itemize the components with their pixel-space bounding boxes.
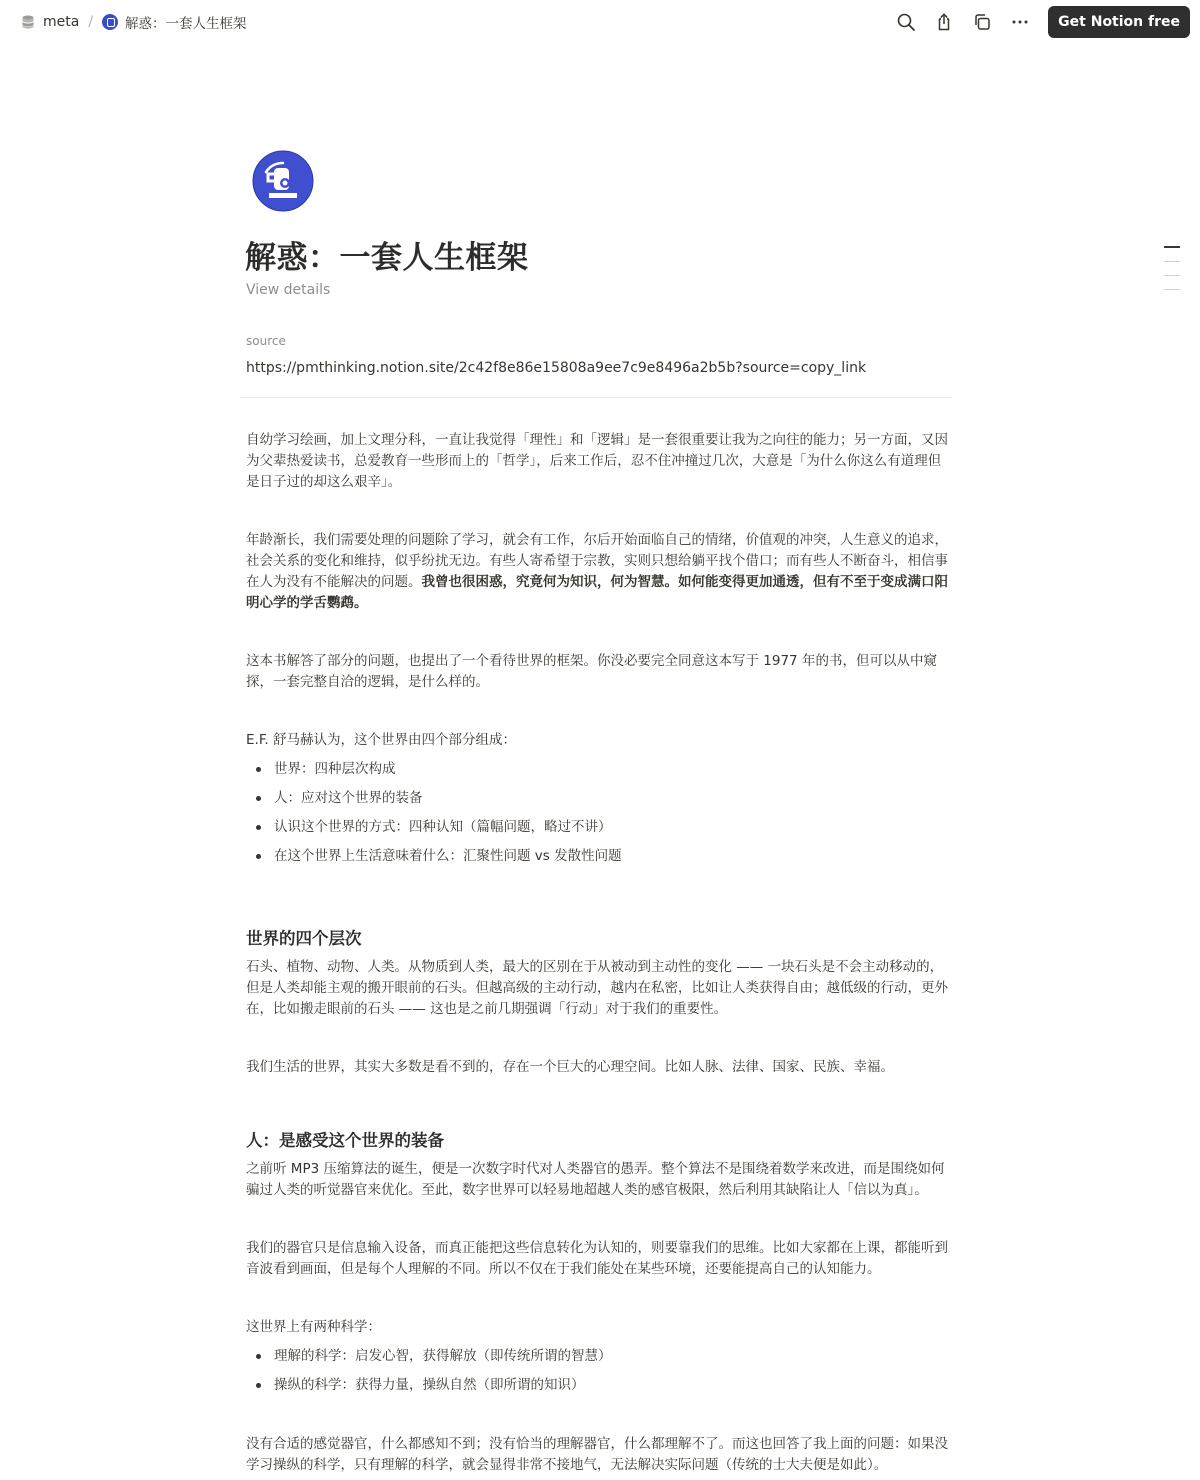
page-icon[interactable] — [252, 150, 314, 212]
list-item: 世界：四种层次构成 — [246, 759, 952, 788]
paragraph: 没有合适的感觉器官，什么都感知不到；没有恰当的理解器官，什么都理解不了。而这也回答了我上面的问题：如果没学习操纵的科学，只有理解的科学，就会显得非常不接地气，无法解决实际问题（传统的士大夫便是如此）。 — [246, 1436, 948, 1473]
top-actions — [887, 6, 1190, 38]
paragraph: 自幼学习绘画，加上文理分科，一直让我觉得「理性」和「逻辑」是一套很重要让我为之向往的能力；另一方面，又因为父辈热爱读书，总爱教育一些形而上的「哲学」，后来工作后，忍不住冲撞过几次，大意是「为什么你这么有道理但是日子过的却这么艰辛」。 — [246, 432, 948, 490]
list-item: 认识这个世界的方式：四种认知（篇幅问题，略过不讲） — [246, 817, 952, 846]
page-title: 解惑：一套人生框架 — [245, 240, 529, 276]
database-icon — [20, 14, 36, 30]
page-content — [246, 430, 952, 1480]
outline-mark[interactable] — [1164, 275, 1180, 276]
list-item: 人：应对这个世界的装备 — [246, 788, 952, 817]
list-item: 理解的科学：启发心智，获得解放（即传统所谓的智慧） — [246, 1346, 952, 1375]
more-icon[interactable] — [1001, 6, 1039, 38]
top-bar — [0, 0, 1200, 44]
paragraph: 这本书解答了部分的问题，也提出了一个看待世界的框架。你没必要完全同意这本写于 1977 年的书，但可以从中窥探，一套完整自洽的逻辑，是什么样的。 — [246, 653, 937, 690]
property-value-source[interactable]: https://pmthinking.notion.site/2c42f8e86e15808a9ee7c9e8496a2b5b?source=copy_link — [246, 360, 867, 376]
list-item: 在这个世界上生活意味着什么：汇聚性问题 vs 发散性问题 — [246, 846, 952, 875]
paragraph: 石头、植物、动物、人类。从物质到人类，最大的区别在于从被动到主动性的变化 —— 一块石头是不会主动移动的，但是人类却能主观的搬开眼前的石头。但越高级的主动行动，越内在私密，比如让人类获得自由；越低级的行动，更外在，比如搬走眼前的石头 —— 这也是之前几期强调「行动」对于我们的重要性。 — [246, 959, 948, 1017]
property-label-source: source — [246, 334, 286, 348]
search-icon[interactable] — [887, 6, 925, 38]
breadcrumb-workspace-label: meta — [43, 14, 80, 30]
section-heading: 世界的四个层次 — [246, 929, 362, 948]
bulleted-list — [246, 759, 952, 875]
breadcrumb-separator: / — [88, 14, 94, 30]
view-details-link[interactable]: View details — [246, 282, 331, 298]
section-heading: 人：是感受这个世界的装备 — [246, 1131, 444, 1150]
outline-mark[interactable] — [1164, 246, 1180, 248]
duplicate-icon[interactable] — [963, 6, 1001, 38]
list-item: 操纵的科学：获得力量，操纵自然（即所谓的知识） — [246, 1375, 952, 1404]
share-icon[interactable] — [925, 6, 963, 38]
bulleted-list — [246, 1346, 952, 1404]
paragraph — [246, 530, 952, 614]
paragraph: 之前听 MP3 压缩算法的诞生，便是一次数字时代对人类器官的愚弄。整个算法不是围绕着数学来改进，而是围绕如何骗过人类的听觉器官来优化。至此，数字世界可以轻易地超越人类的感官极限，然后利用其缺陷让人「信以为真」。 — [246, 1161, 945, 1198]
paragraph: 我们的器官只是信息输入设备，而真正能把这些信息转化为认知的，则要靠我们的思维。比如大家都在上课，都能听到音波看到画面，但是每个人理解的不同。所以不仅在于我们能处在某些环境，还要能提高自己的认知能力。 — [246, 1240, 948, 1277]
table-of-contents-outline[interactable] — [1164, 246, 1180, 303]
breadcrumb-page[interactable] — [102, 12, 247, 32]
outline-mark[interactable] — [1164, 261, 1180, 262]
breadcrumb-workspace[interactable] — [20, 14, 79, 30]
paragraph-text: 年龄渐长，我们需要处理的问题除了学习，就会有工作，尔后开始面临自己的情绪，价值观的冲突，人生意义的追求，社会关系的变化和维持，似乎纷扰无边。有些人寄希望于宗教，实则只想给躺平找个借口；而有些人不断奋斗，相信事在人为没有不能解决的问题。 — [246, 532, 948, 590]
list-intro: 这世界上有两种科学： — [246, 1319, 381, 1335]
paragraph-bold-text: 我曾也很困惑，究竟何为知识，何为智慧。如何能变得更加通透，但有不至于变成满口阳明心学的学舌鹦鹉。 — [246, 574, 948, 611]
breadcrumb-page-label: 解惑：一套人生框架 — [125, 16, 247, 32]
breadcrumb — [20, 12, 247, 32]
paragraph: 我们生活的世界，其实大多数是看不到的，存在一个巨大的心理空间。比如人脉、法律、国家、民族、幸福。 — [246, 1059, 894, 1075]
list-intro: E.F. 舒马赫认为，这个世界由四个部分组成： — [246, 732, 516, 748]
page-emoji-icon — [102, 14, 118, 30]
get-notion-free-button[interactable]: Get Notion free — [1048, 6, 1190, 38]
properties-divider — [240, 397, 952, 398]
outline-mark[interactable] — [1164, 289, 1180, 290]
